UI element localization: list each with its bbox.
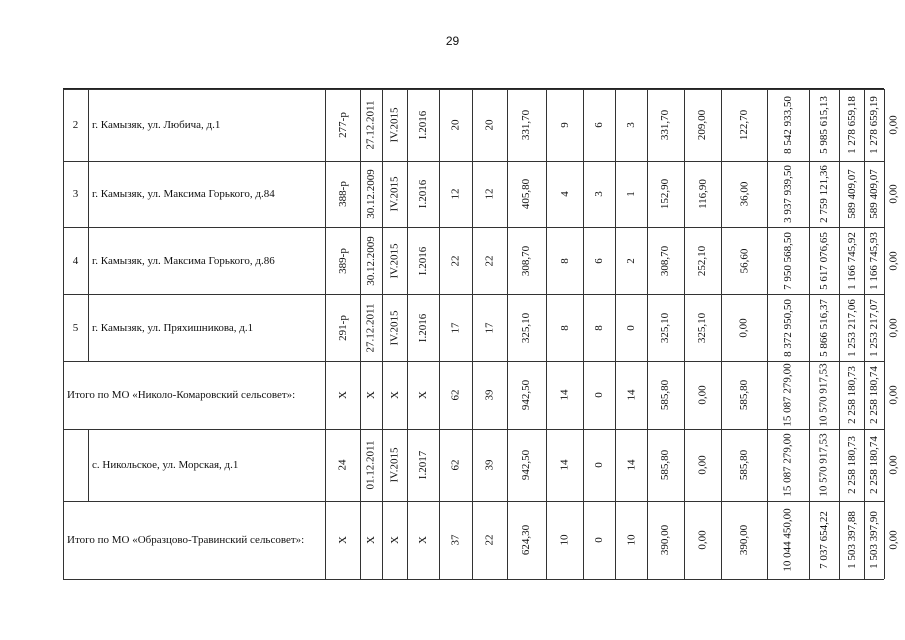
table-cell	[439, 429, 472, 501]
table-cell	[647, 227, 684, 294]
cell-value: X	[388, 391, 401, 399]
cell-value: X	[336, 536, 349, 544]
cell-value: 1 166 745,92	[845, 231, 858, 290]
table-cell	[583, 161, 615, 227]
cell-value: 10 570 917,53	[818, 363, 830, 427]
cell-value: 37	[449, 534, 462, 546]
table-cell	[839, 294, 864, 361]
table-cell	[382, 294, 407, 361]
table-cell	[472, 161, 507, 227]
cell-value: 0,00	[696, 530, 709, 550]
address-cell: г. Камызяк, ул. Любича, д.1	[92, 119, 221, 131]
cell-value: 0,00	[887, 530, 900, 550]
cell-value: 152,90	[659, 178, 672, 210]
table-cell	[721, 294, 767, 361]
cell-value: 122,70	[738, 109, 750, 141]
table-cell	[360, 429, 382, 501]
table-cell	[583, 361, 615, 429]
row-number: 5	[72, 321, 79, 334]
cell-value: 405,80	[520, 178, 533, 210]
address-cell: с. Никольское, ул. Морская, д.1	[92, 459, 239, 471]
cell-value: 2 258 180,74	[868, 366, 880, 424]
table-cell	[721, 227, 767, 294]
cell-value: 6	[593, 257, 605, 264]
table-cell	[647, 294, 684, 361]
table-cell	[472, 361, 507, 429]
cell-value: 0	[593, 462, 605, 468]
table-cell	[809, 429, 839, 501]
table-cell	[615, 89, 647, 161]
table-cell	[684, 89, 721, 161]
cell-value: X	[364, 391, 377, 399]
row-number: 4	[72, 254, 79, 267]
table-cell	[546, 294, 583, 361]
cell-value: 589 409,07	[845, 169, 858, 219]
cell-value: 291-р	[336, 314, 349, 341]
table-cell	[439, 89, 472, 161]
cell-value: 10	[625, 534, 637, 546]
table-cell	[864, 294, 884, 361]
row-number: 3	[72, 188, 79, 200]
table-cell	[583, 294, 615, 361]
table-cell	[507, 89, 546, 161]
address-cell: г. Камызяк, ул. Максима Горького, д.84	[92, 188, 275, 200]
table-cell	[325, 227, 360, 294]
cell-value: 5 617 076,65	[818, 231, 830, 290]
cell-value: 0	[593, 392, 605, 398]
table-cell	[767, 429, 809, 501]
table-cell	[864, 89, 884, 161]
table-cell	[507, 294, 546, 361]
table-cell	[472, 429, 507, 501]
cell-value: 6	[593, 122, 605, 128]
table-cell	[407, 429, 439, 501]
table-cell	[839, 227, 864, 294]
table-cell	[546, 429, 583, 501]
cell-value: IV.2015	[388, 447, 401, 483]
cell-value: 1 503 397,88	[845, 511, 858, 569]
cell-value: 27.12.2011	[365, 100, 377, 150]
cell-value: 22	[449, 255, 462, 266]
table-cell	[382, 161, 407, 227]
table-cell	[615, 501, 647, 579]
table-cell	[382, 361, 407, 429]
row-divider	[63, 579, 884, 580]
table-cell	[809, 361, 839, 429]
cell-value: 39	[483, 459, 496, 471]
table-cell	[647, 361, 684, 429]
table-cell	[884, 89, 903, 161]
table-cell	[721, 161, 767, 227]
table-cell	[546, 361, 583, 429]
table-cell	[884, 501, 903, 579]
cell-value: 325,10	[659, 312, 672, 343]
table-cell	[325, 161, 360, 227]
table-cell	[809, 227, 839, 294]
table-cell	[615, 429, 647, 501]
cell-value: 585,80	[738, 449, 750, 481]
table-cell	[721, 429, 767, 501]
cell-value: X	[336, 391, 349, 399]
table-cell	[615, 361, 647, 429]
table-cell	[864, 161, 884, 227]
cell-value: 56,60	[738, 248, 750, 273]
cell-value: 308,70	[659, 245, 672, 276]
cell-value: 1 503 397,90	[868, 511, 880, 569]
table-cell	[325, 361, 360, 429]
cell-value: 2 759 121,36	[818, 165, 830, 223]
table-cell	[382, 89, 407, 161]
table-cell	[684, 429, 721, 501]
cell-value: 20	[449, 119, 462, 131]
table-cell	[472, 227, 507, 294]
table-cell	[864, 501, 884, 579]
cell-value: 24	[336, 459, 349, 471]
table-cell	[721, 89, 767, 161]
cell-value: I.2016	[416, 179, 429, 209]
cell-value: IV.2015	[388, 310, 401, 345]
cell-value: 5 985 615,13	[818, 96, 830, 154]
cell-value: 1 166 745,93	[868, 231, 880, 290]
cell-value: I.2016	[416, 110, 429, 140]
table-cell	[407, 161, 439, 227]
table-cell	[583, 501, 615, 579]
table-cell	[684, 161, 721, 227]
table-cell	[360, 89, 382, 161]
table-cell	[407, 294, 439, 361]
cell-value: 01.12.2011	[365, 440, 377, 490]
cell-value: X	[416, 536, 429, 544]
cell-value: 0,00	[887, 385, 900, 405]
cell-value: 277-р	[336, 112, 349, 138]
table-cell	[721, 501, 767, 579]
table-cell	[647, 429, 684, 501]
table-cell	[439, 294, 472, 361]
table-cell	[507, 429, 546, 501]
table-cell	[407, 89, 439, 161]
cell-value: 17	[483, 322, 496, 333]
address-cell: г. Камызяк, ул. Пряхишникова, д.1	[92, 321, 254, 334]
table-cell	[839, 501, 864, 579]
cell-value: 20	[483, 119, 496, 131]
table-cell	[839, 161, 864, 227]
cell-value: 62	[449, 389, 462, 401]
cell-value: 36,00	[738, 181, 750, 207]
table-cell	[583, 89, 615, 161]
cell-value: 1	[625, 191, 637, 197]
table-cell	[884, 227, 903, 294]
cell-value: 7 037 654,22	[818, 511, 830, 569]
cell-value: 30.12.2009	[365, 235, 377, 286]
table-cell	[647, 501, 684, 579]
table-cell	[864, 361, 884, 429]
cell-value: 27.12.2011	[365, 302, 377, 353]
cell-value: 39	[483, 389, 496, 401]
table-cell	[325, 501, 360, 579]
cell-value: 10	[558, 534, 571, 546]
cell-value: 8 542 933,50	[782, 96, 794, 154]
table-cell	[382, 501, 407, 579]
table-cell	[360, 227, 382, 294]
cell-value: 585,80	[659, 379, 672, 411]
table-cell	[382, 429, 407, 501]
table-cell	[360, 501, 382, 579]
cell-value: I.2017	[416, 450, 429, 480]
cell-value: 0,00	[887, 250, 900, 271]
table-cell	[839, 89, 864, 161]
table-cell	[721, 361, 767, 429]
table-cell	[767, 161, 809, 227]
cell-value: 308,70	[520, 245, 533, 276]
cell-value: 17	[449, 322, 462, 333]
cell-value: 0,00	[887, 115, 900, 135]
table-cell	[809, 89, 839, 161]
cell-value: 4	[558, 191, 571, 197]
table-cell	[325, 429, 360, 501]
table-cell	[615, 227, 647, 294]
cell-value: 0,00	[887, 455, 900, 475]
table-cell	[864, 227, 884, 294]
cell-value: 2 258 180,73	[845, 436, 858, 494]
table-cell	[684, 294, 721, 361]
table-cell	[767, 227, 809, 294]
table-cell	[472, 501, 507, 579]
cell-value: 0,00	[887, 184, 900, 204]
cell-value: 9	[558, 122, 571, 128]
table-cell	[615, 161, 647, 227]
cell-value: 0,00	[696, 455, 709, 475]
cell-value: 62	[449, 459, 462, 471]
cell-value: 22	[483, 255, 496, 266]
cell-value: 624,30	[520, 524, 533, 556]
table-cell	[360, 294, 382, 361]
cell-value: 14	[625, 389, 637, 401]
table-cell	[647, 89, 684, 161]
total-label: Итого по МО «Николо-Комаровский сельсовет»:	[67, 389, 296, 401]
cell-value: 5 866 516,37	[818, 298, 830, 357]
table-cell	[839, 429, 864, 501]
cell-value: 116,90	[696, 179, 709, 209]
cell-value: 10 570 917,53	[818, 433, 830, 497]
cell-value: X	[388, 536, 401, 544]
table-cell	[809, 294, 839, 361]
table-cell	[507, 227, 546, 294]
table-cell	[583, 227, 615, 294]
cell-value: I.2016	[416, 313, 429, 342]
table-cell	[684, 501, 721, 579]
cell-value: 3	[625, 122, 637, 128]
cell-value: 8	[593, 324, 605, 331]
cell-value: 1 253 217,06	[845, 298, 858, 357]
address-cell: г. Камызяк, ул. Максима Горького, д.86	[92, 254, 275, 267]
page-number: 29	[445, 34, 460, 48]
cell-value: 589 409,07	[868, 169, 880, 219]
table-cell	[884, 294, 903, 361]
cell-value: 2 258 180,74	[868, 436, 880, 494]
table-cell	[325, 89, 360, 161]
cell-value: 331,70	[520, 109, 533, 141]
table-cell	[546, 501, 583, 579]
table-cell	[546, 161, 583, 227]
table-cell	[472, 89, 507, 161]
table-cell	[615, 294, 647, 361]
table-cell	[439, 501, 472, 579]
cell-value: IV.2015	[388, 176, 401, 212]
cell-value: 388-р	[336, 181, 349, 207]
cell-value: 22	[483, 534, 496, 546]
cell-value: IV.2015	[388, 243, 401, 278]
table-cell	[809, 161, 839, 227]
table-cell	[884, 429, 903, 501]
cell-value: 30.12.2009	[365, 169, 377, 219]
cell-value: 3 937 939,50	[782, 165, 794, 223]
cell-value: IV.2015	[388, 107, 401, 143]
table-cell	[507, 361, 546, 429]
cell-value: X	[416, 391, 429, 399]
cell-value: 2	[625, 257, 637, 264]
cell-value: 8	[558, 324, 571, 331]
cell-value: 12	[449, 188, 462, 200]
table-cell	[439, 161, 472, 227]
row-number: 2	[72, 119, 79, 131]
cell-value: X	[364, 536, 377, 544]
table-cell	[472, 294, 507, 361]
table-cell	[767, 501, 809, 579]
table-cell	[382, 227, 407, 294]
cell-value: 942,50	[520, 379, 533, 411]
table-cell	[439, 361, 472, 429]
cell-value: 209,00	[696, 109, 709, 141]
cell-value: 0	[593, 537, 605, 543]
table-cell	[360, 361, 382, 429]
table-cell	[767, 361, 809, 429]
cell-value: 7 950 568,50	[782, 231, 794, 290]
cell-value: 389-р	[336, 247, 349, 274]
cell-value: 325,10	[696, 312, 709, 343]
table-cell	[507, 501, 546, 579]
cell-value: 2 258 180,73	[845, 366, 858, 424]
table-cell	[684, 361, 721, 429]
total-label: Итого по МО «Образцово-Травинский сельсовет»:	[67, 534, 305, 546]
cell-value: 942,50	[520, 449, 533, 481]
cell-value: 585,80	[738, 379, 750, 411]
cell-value: 15 087 279,00	[782, 363, 794, 427]
cell-value: 15 087 279,00	[782, 433, 794, 497]
cell-value: 0,00	[696, 385, 709, 405]
table-cell	[407, 361, 439, 429]
cell-value: 12	[483, 188, 496, 200]
table-cell	[325, 294, 360, 361]
cell-value: 390,00	[659, 524, 672, 556]
cell-value: 331,70	[659, 109, 672, 141]
cell-value: 14	[625, 459, 637, 471]
cell-value: 3	[593, 191, 605, 197]
cell-value: 14	[558, 389, 571, 401]
table-cell	[839, 361, 864, 429]
cell-value: 1 253 217,07	[868, 298, 880, 357]
table-cell	[546, 227, 583, 294]
table-cell	[884, 161, 903, 227]
cell-value: 1 278 659,19	[868, 96, 880, 154]
table-cell	[439, 227, 472, 294]
cell-value: 8	[558, 257, 571, 264]
cell-value: 1 278 659,18	[845, 96, 858, 154]
table-cell	[407, 501, 439, 579]
cell-value: 10 044 450,00	[782, 508, 794, 572]
table-cell	[407, 227, 439, 294]
cell-value: 390,00	[738, 524, 750, 556]
table-cell	[809, 501, 839, 579]
cell-value: I.2016	[416, 246, 429, 275]
table-cell	[884, 361, 903, 429]
table-cell	[360, 161, 382, 227]
cell-value: 0,00	[738, 317, 750, 338]
table-cell	[684, 227, 721, 294]
cell-value: 14	[558, 459, 571, 471]
table-cell	[546, 89, 583, 161]
table-cell	[864, 429, 884, 501]
data-table	[63, 88, 900, 579]
table-cell	[583, 429, 615, 501]
cell-value: 325,10	[520, 312, 533, 343]
table-cell	[767, 89, 809, 161]
cell-value: 0,00	[887, 317, 900, 338]
table-cell	[647, 161, 684, 227]
cell-value: 585,80	[659, 449, 672, 481]
table-cell	[767, 294, 809, 361]
cell-value: 252,10	[696, 245, 709, 276]
cell-value: 0	[625, 324, 637, 331]
cell-value: 8 372 950,50	[782, 298, 794, 357]
table-cell	[507, 161, 546, 227]
